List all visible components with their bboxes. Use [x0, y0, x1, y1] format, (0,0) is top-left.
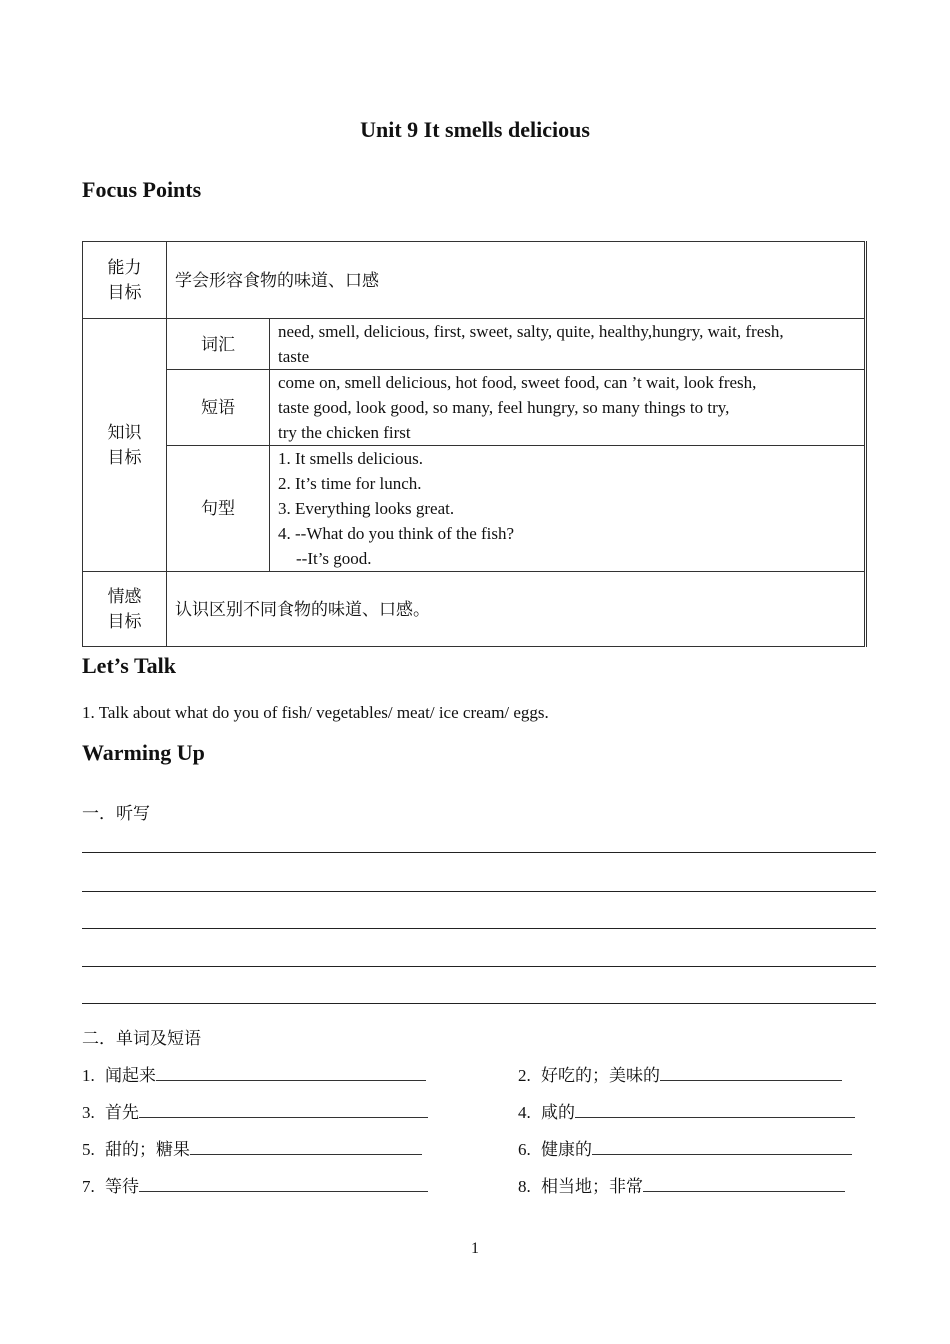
sentences-row: [83, 446, 866, 572]
dictation-line[interactable]: [82, 852, 876, 853]
answer-blank[interactable]: [643, 1175, 845, 1192]
answer-blank[interactable]: [139, 1101, 428, 1118]
ability-content: 学会形容食物的味道、口感: [167, 242, 866, 319]
vocab-item: 8. 相当地；非常: [518, 1172, 845, 1197]
sentences-label: 句型: [167, 446, 270, 572]
vocab-item: 3. 首先: [82, 1098, 428, 1123]
focus-points-heading: Focus Points: [82, 177, 202, 202]
vocab-item: 6. 健康的: [518, 1135, 852, 1160]
emotion-row: [83, 572, 866, 647]
emotion-label: 情感 目标: [83, 572, 167, 647]
answer-blank[interactable]: [592, 1138, 852, 1155]
vocab-label: 词汇: [167, 319, 270, 370]
page-number: 1: [471, 1240, 479, 1257]
lets-talk-heading: Let’s Talk: [82, 653, 176, 678]
ability-row: [83, 242, 866, 319]
vocab-item: 1. 闻起来: [82, 1061, 426, 1086]
vocab-item: 7. 等待: [82, 1172, 428, 1197]
vocab-item: 4. 咸的: [518, 1098, 855, 1123]
vocab-item: 5. 甜的；糖果: [82, 1135, 422, 1160]
phrases-row: [83, 370, 866, 446]
ability-label: 能力 目标: [83, 242, 167, 319]
answer-blank[interactable]: [139, 1175, 428, 1192]
dictation-line[interactable]: [82, 928, 876, 929]
focus-points-table: [82, 241, 867, 647]
vocab-section-heading: 二．单词及短语: [82, 1029, 201, 1048]
phrases-label: 短语: [167, 370, 270, 446]
answer-blank[interactable]: [156, 1064, 426, 1081]
answer-blank[interactable]: [575, 1101, 855, 1118]
vocab-row: [83, 319, 866, 370]
vocab-item: 2. 好吃的；美味的: [518, 1061, 842, 1086]
dictation-heading: 一．听写: [82, 804, 150, 823]
dictation-line[interactable]: [82, 966, 876, 967]
dictation-line[interactable]: [82, 891, 876, 892]
warming-up-heading: Warming Up: [82, 740, 205, 765]
answer-blank[interactable]: [190, 1138, 422, 1155]
sentences-content: 1. It smells delicious. 2. It’s time for lunch. 3. Everything looks great. 4. --What do you think of the fish? --It’s good.: [270, 446, 866, 572]
phrases-content: come on, smell delicious, hot food, sweet food, can ’t wait, look fresh, taste good, look good, so many, feel hungry, so many things to try, try the chicken first: [270, 370, 866, 446]
knowledge-label: 知识 目标: [83, 319, 167, 572]
lets-talk-item: 1. Talk about what do you of fish/ vegetables/ meat/ ice cream/ eggs.: [82, 703, 549, 722]
emotion-content: 认识区别不同食物的味道、口感。: [167, 572, 866, 647]
page-title: Unit 9 It smells delicious: [360, 117, 590, 142]
dictation-line[interactable]: [82, 1003, 876, 1004]
vocab-content: need, smell, delicious, first, sweet, salty, quite, healthy,hungry, wait, fresh, taste: [270, 319, 866, 370]
answer-blank[interactable]: [660, 1064, 842, 1081]
